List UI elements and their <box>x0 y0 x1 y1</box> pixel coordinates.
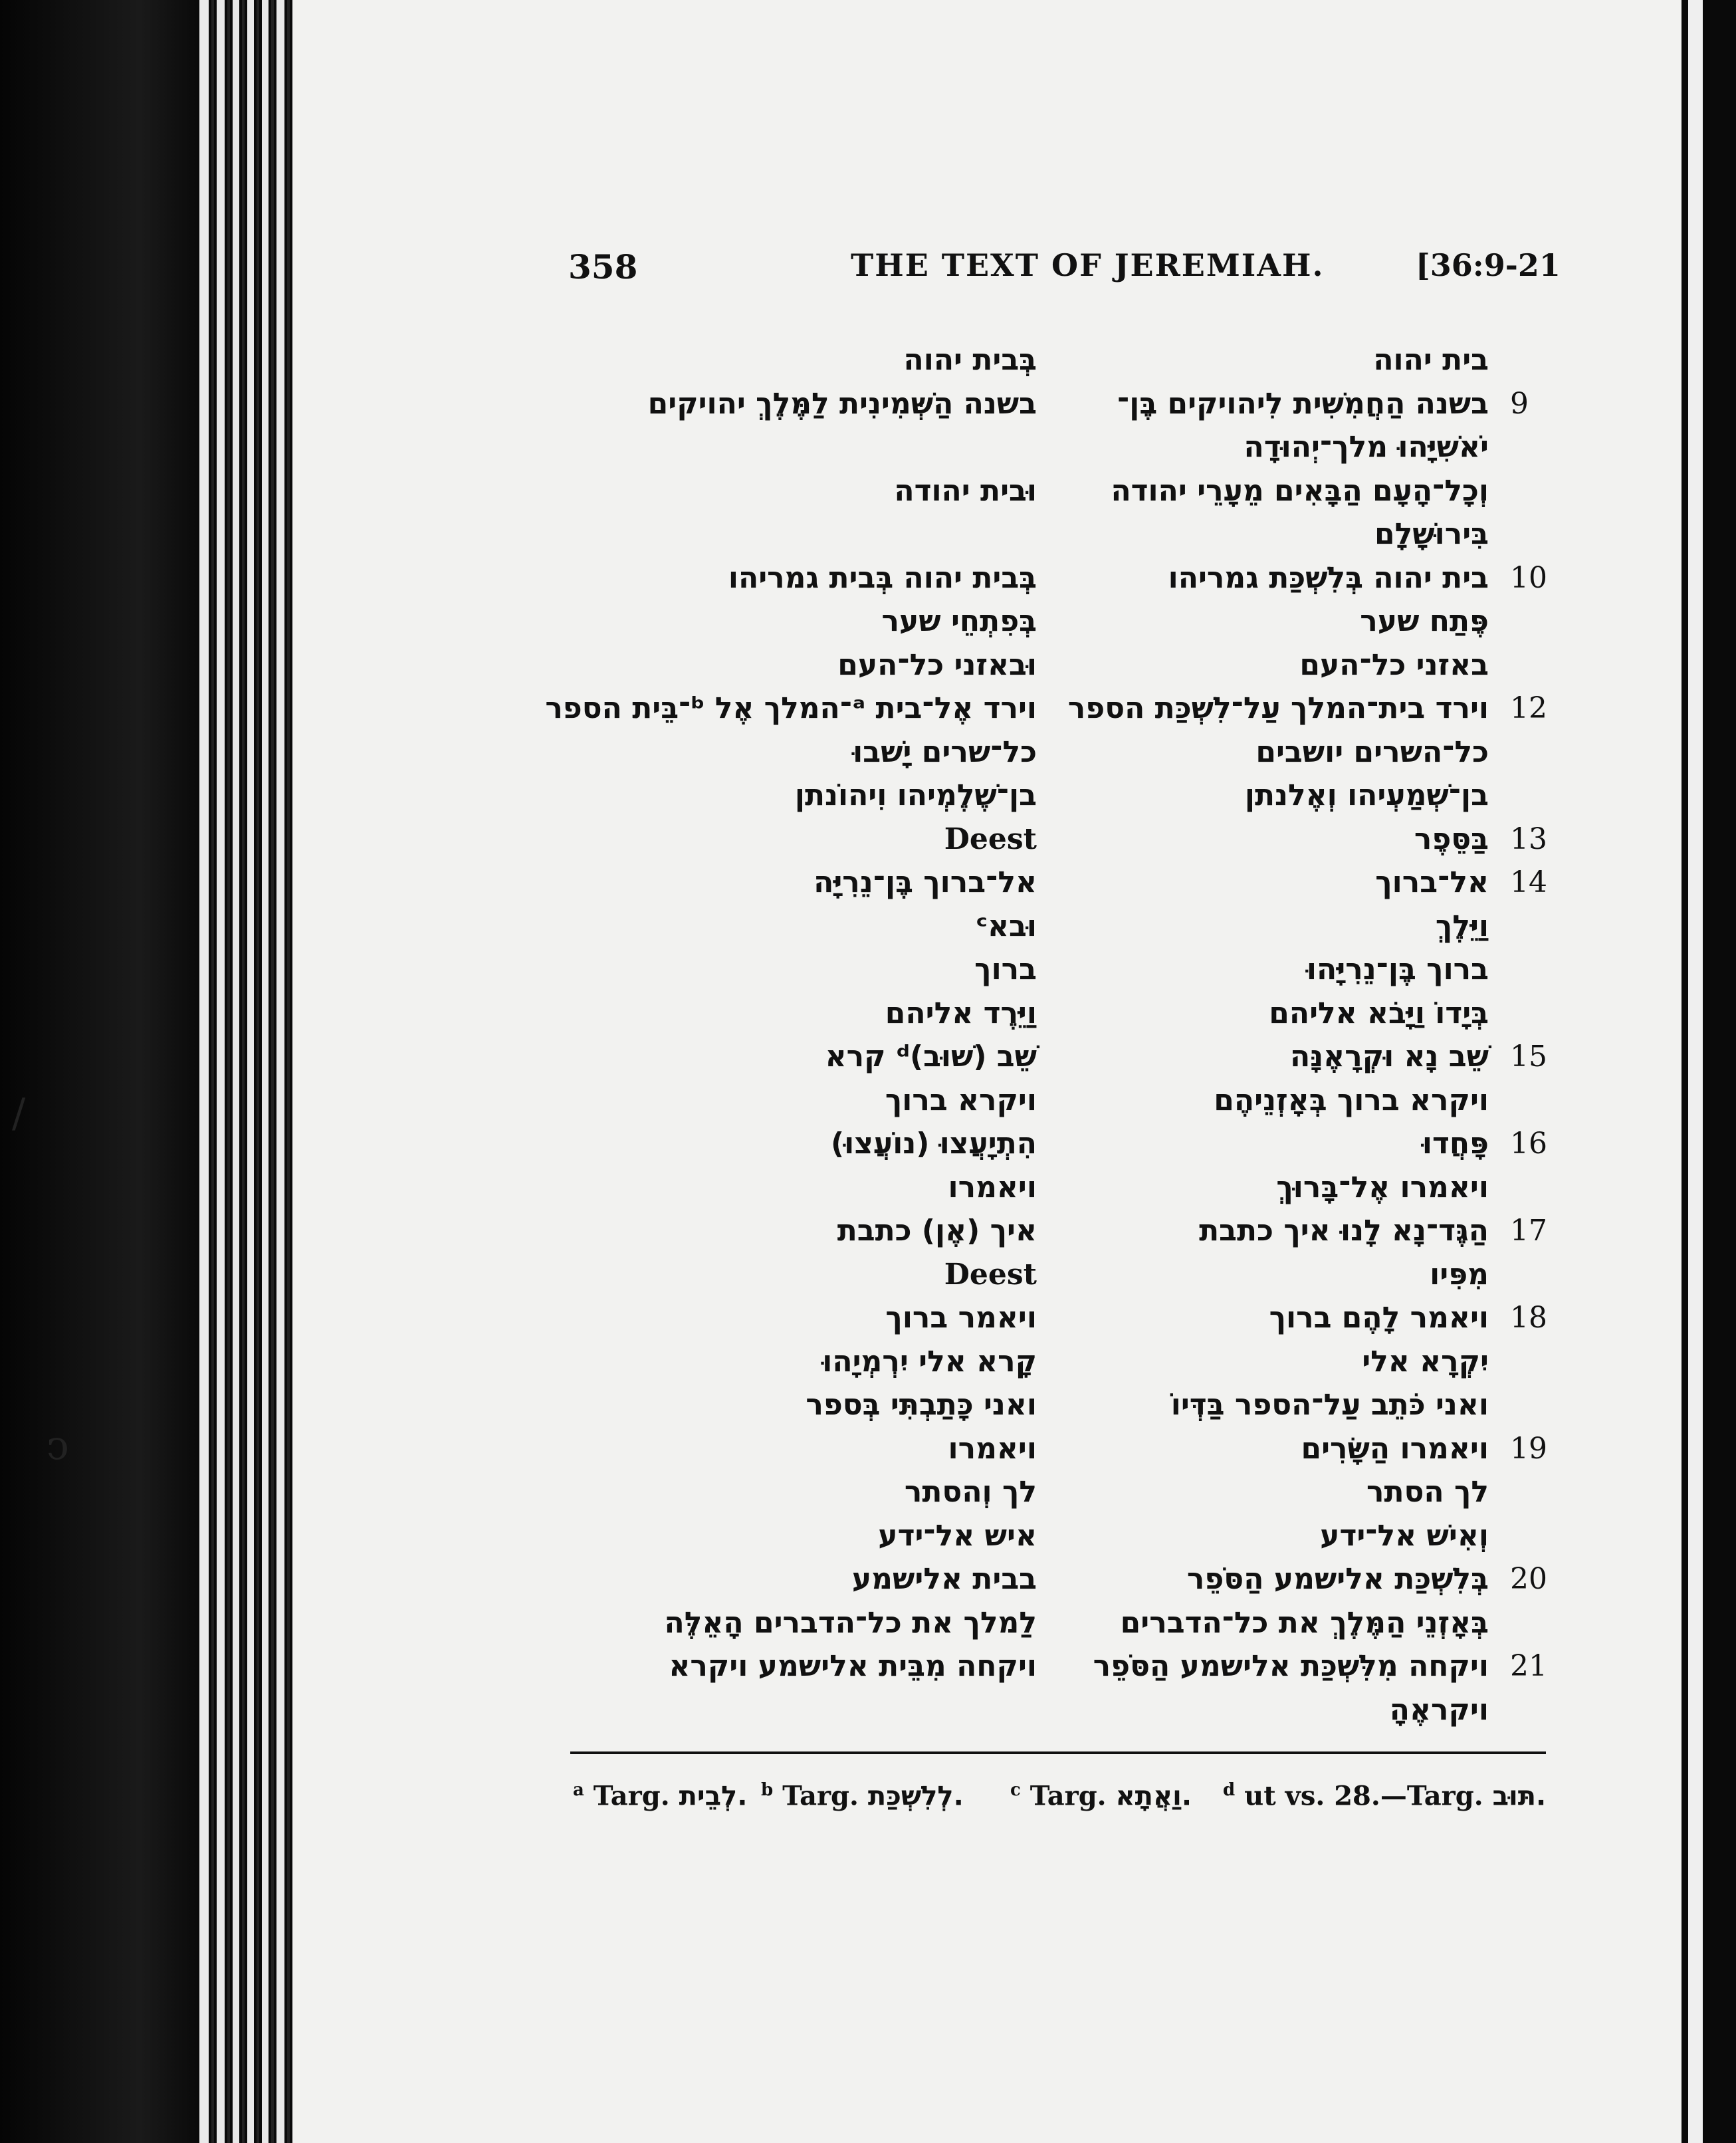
verse-number: 15 <box>1510 1040 1547 1073</box>
hebrew-text-line-variant: כל־שרים יָשׁבוּ <box>853 735 1037 769</box>
verse-number <box>1510 1515 1550 1557</box>
page-edge-line <box>242 0 245 2143</box>
footnote-d: $^d$ ut vs. 28.—Targ. תּוּב. <box>1223 1780 1547 1812</box>
hebrew-text-line-variant: וירד אֶל־בית ᵃ־המלך אֶל ᵇ־בֵּית הספר <box>545 691 1037 725</box>
hebrew-text-line-variant: וַיֵּרֶד אליהם <box>885 996 1037 1030</box>
verse-number <box>1510 1341 1550 1383</box>
verse-number: 13 <box>1510 822 1547 856</box>
hebrew-text-line-variant: בְּבית יהוה בְּבית גמריהו <box>728 561 1037 595</box>
page-edge <box>262 0 269 2143</box>
hebrew-text-line: פֶּתַח שער <box>1360 604 1489 638</box>
page-edge-line <box>271 0 274 2143</box>
verse-number <box>1510 1384 1550 1426</box>
hebrew-text-line: ויאמר לָהֶם ברוך <box>1269 1301 1489 1335</box>
verse-number <box>1510 513 1550 556</box>
hebrew-text-line: ויקחה מִלִּשְׁכַּת אלישמע הַסֹּפֵר <box>1093 1649 1489 1683</box>
hebrew-text-line: ויאמרו אֶל־בָּרוּךְ <box>1276 1171 1489 1204</box>
hebrew-text-line: שֵׁב נָא וּקְרָאֶנָּה <box>1290 1040 1489 1073</box>
hebrew-text-line-variant: ואני כָּתַבְתִּי בְּספר <box>806 1388 1037 1422</box>
hebrew-text-line: פָּחֲדוּ <box>1422 1127 1489 1161</box>
hebrew-text-line: בְּאָזְנֵי הַמֶּלֶךְ את כל־הדברים <box>1120 1606 1489 1640</box>
hebrew-text-line: בן־שְׁמַעְיהו וְאֶלנתן <box>1244 778 1489 812</box>
verse-number <box>1510 644 1550 687</box>
right-page-edge <box>1688 0 1703 2143</box>
hebrew-text-line-variant: קָרא אלי יִרְמְיָהוּ <box>822 1345 1037 1379</box>
hebrew-text-line: באזני כל־העם <box>1299 648 1489 682</box>
running-title: THE TEXT OF JEREMIAH. <box>851 247 1325 283</box>
hebrew-text-line-variant: ויקרא ברוך <box>885 1083 1037 1117</box>
footnote-c: $^c$ Targ. וַאֲתָא. <box>1010 1780 1192 1812</box>
hebrew-text-line: בית יהוה בְּלִשְׁכַּת גמריהו <box>1168 561 1489 595</box>
hebrew-text-line: ויקראֶהָ <box>1389 1693 1489 1727</box>
verse-number <box>1510 1254 1550 1296</box>
hebrew-text-line: בְּלִשְׁכַּת אלישמע הַסֹּפֵר <box>1186 1562 1489 1596</box>
verse-number: 14 <box>1510 865 1547 899</box>
verse-number: 16 <box>1510 1127 1547 1161</box>
hebrew-text-line-variant: ויאמרו <box>948 1432 1037 1466</box>
page-edge-line <box>211 0 214 2143</box>
hebrew-text-line: וירד בית־המלך עַל־לִשְׁכַּת הספר <box>1067 691 1489 725</box>
verse-number <box>1510 1167 1550 1209</box>
hebrew-text-line: יִקְרָא אלי <box>1362 1345 1489 1379</box>
hebrew-text-line: ברוך בֶּן־נֵרִיָּהוּ <box>1306 953 1489 986</box>
hebrew-text-line-variant: בן־שֶׁלֶמְיהו וִיהוֹנתן <box>794 778 1037 812</box>
hebrew-text-line: הַגֶּד־נָא לָנוּ איך כתבת <box>1199 1214 1489 1248</box>
hebrew-text-line-variant: אל־ברוך בֶּן־נֵרִיָּה <box>814 865 1037 899</box>
hebrew-text-line-variant: איך (אֶן) כתבת <box>837 1214 1037 1248</box>
verse-number: 12 <box>1510 691 1547 725</box>
verse-number: 21 <box>1510 1649 1547 1683</box>
verse-number <box>1510 992 1550 1035</box>
hebrew-text-line: וְכָל־הָעָם הַבָּאִים מֵעָרֵי יהודה <box>1111 474 1489 508</box>
book-binding <box>0 0 199 2143</box>
verse-number <box>1510 426 1550 469</box>
verse-number <box>1510 1471 1550 1514</box>
footnote-b: $^b$ Targ. לְלִשְׁכַּת. <box>761 1780 964 1812</box>
hebrew-text-line-variant: ברוך <box>974 953 1037 986</box>
verse-number: 17 <box>1510 1214 1547 1248</box>
verse-number: 20 <box>1510 1562 1547 1596</box>
hebrew-text-line: ויקרא ברוך בְּאָזְנֵיהֶם <box>1214 1083 1489 1117</box>
verse-number: 18 <box>1510 1301 1547 1335</box>
hebrew-text-line: ויאמרו הַשָּׂרִים <box>1301 1432 1489 1466</box>
hebrew-text-line: וַיֵּלֶךְ <box>1435 909 1489 943</box>
hebrew-text-line: בַּסֵּפֶר <box>1414 822 1489 856</box>
page-edge-line <box>227 0 230 2143</box>
hebrew-text-line: מִפִּיו <box>1430 1258 1489 1292</box>
hebrew-text-line-variant: Deest <box>944 822 1037 856</box>
hebrew-text-line: לך הסתר <box>1366 1475 1489 1509</box>
verse-number <box>1510 949 1550 991</box>
hebrew-text-line: בִּירוּשָׁלָם <box>1374 517 1489 551</box>
hebrew-text-line: אל־ברוך <box>1375 865 1489 899</box>
verse-number <box>1510 905 1550 948</box>
verse-number <box>1510 1689 1550 1732</box>
hebrew-text-line-variant: בבית אלישמע <box>851 1562 1037 1596</box>
hebrew-text-line-variant: Deest <box>944 1258 1037 1292</box>
page-edge <box>217 0 225 2143</box>
hebrew-text-line-variant: ויקחה מִבֵּית אלישמע ויקרא <box>669 1649 1037 1683</box>
footnote-a: $^a$ Targ. לְבֵית. <box>573 1780 748 1812</box>
page-number: 358 <box>568 247 638 286</box>
page-edge <box>199 0 209 2143</box>
verse-number: 9 <box>1510 387 1529 421</box>
margin-pencil-mark: ↄ <box>47 1422 69 1469</box>
page-edge <box>276 0 284 2143</box>
hebrew-text-line-variant: בְּבית יהוה <box>903 343 1037 377</box>
verse-number <box>1510 1602 1550 1644</box>
hebrew-text-line-variant: הִתְיָעֲצוּ (נוֹעֲצוּ) <box>831 1127 1037 1161</box>
verse-number <box>1510 339 1550 382</box>
page-edge-line <box>287 0 290 2143</box>
hebrew-text-line-variant: איש אל־ידע <box>878 1519 1037 1553</box>
hebrew-text-line-variant: בְּפִתְחֵי שער <box>881 604 1037 638</box>
hebrew-text-line: כל־השרים יושבים <box>1255 735 1489 769</box>
page-edge <box>233 0 239 2143</box>
verse-number <box>1510 731 1550 774</box>
verse-number <box>1510 1079 1550 1122</box>
page-edge-line <box>257 0 259 2143</box>
hebrew-text-line: ואני כֹּתֵב עַל־הספר בַּדְּיוֹ <box>1170 1388 1489 1422</box>
hebrew-text-line-variant: ויאמר ברוך <box>885 1301 1037 1335</box>
hebrew-text-line-variant: וּבאᶜ <box>975 909 1037 943</box>
hebrew-text-line-variant: בשנה הַשְּׁמִינִית לַמֶּלֶךְ יהויקים <box>647 387 1037 421</box>
hebrew-text-line-variant: לַמלך את כל־הדברים הָאֵלֶּה <box>664 1606 1037 1640</box>
hebrew-text-line: וְאִישׁ אל־ידע <box>1320 1519 1489 1553</box>
hebrew-text-line: בשנה הַחֲמִשִׁית לִיהויקים בֶּן־ <box>1117 387 1489 421</box>
hebrew-text-line-variant: שֵׁב (שׁוּב)ᵈ קרא <box>825 1040 1037 1073</box>
hebrew-text-line: בְּיָדוֹ וַיָּבֹא אליהם <box>1269 996 1489 1030</box>
hebrew-text-line-variant: לך וְהסתר <box>904 1475 1037 1509</box>
verse-number: 19 <box>1510 1432 1547 1466</box>
chapter-verse-reference: [36:9-21 <box>1416 247 1561 283</box>
verse-number <box>1510 600 1550 643</box>
hebrew-text-line-variant: ויאמרו <box>948 1171 1037 1204</box>
hebrew-text-line-variant: וּבית יהודה <box>894 474 1037 508</box>
hebrew-text-line: בית יהוה <box>1373 343 1489 377</box>
hebrew-text-line: יֹאשִׁיָּהוּ מלך־יְהוּדָה <box>1244 430 1489 464</box>
verse-number: 10 <box>1510 561 1547 595</box>
verse-number <box>1510 774 1550 817</box>
footnote-rule <box>570 1751 1546 1754</box>
hebrew-text-line-variant: וּבאזני כל־העם <box>837 648 1037 682</box>
verse-number <box>1510 470 1550 512</box>
margin-pencil-mark: ∕ <box>12 1090 26 1137</box>
page-edge <box>247 0 254 2143</box>
